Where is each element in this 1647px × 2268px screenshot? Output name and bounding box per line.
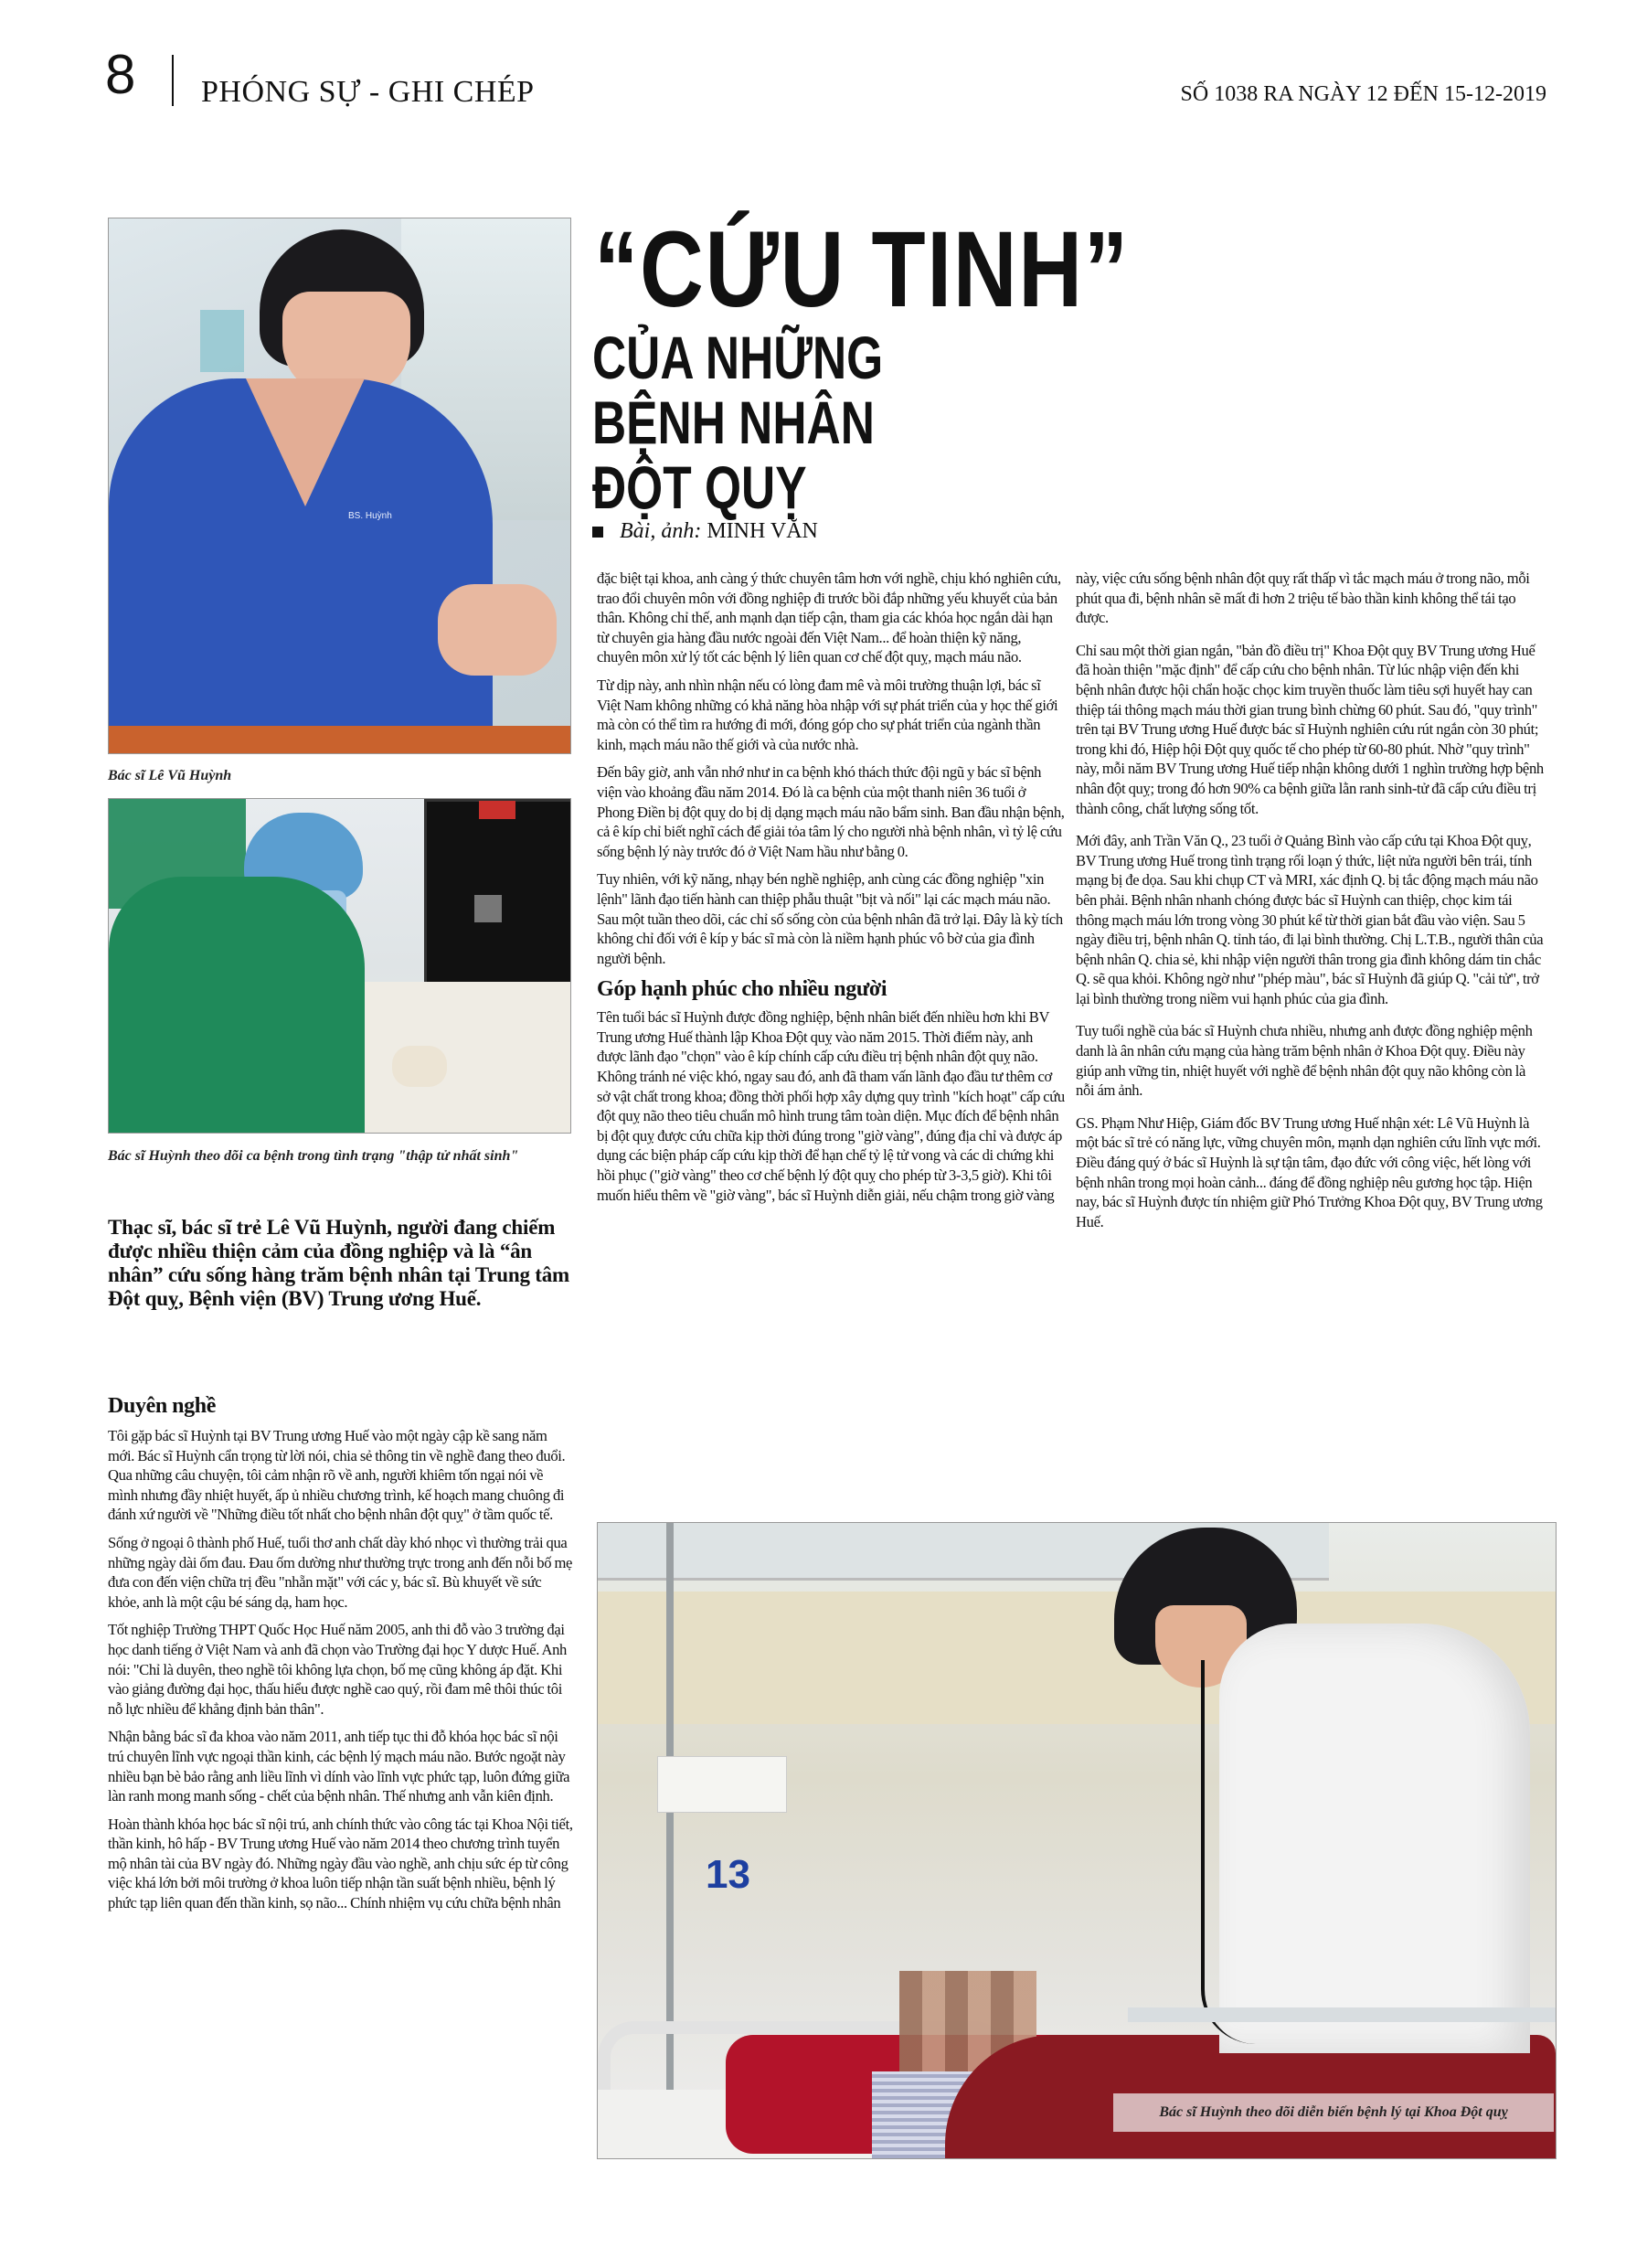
article-column-1 [108, 1393, 574, 1922]
paragraph: Mới đây, anh Trần Văn Q., 23 tuổi ở Quảng Bình vào cấp cứu tại Khoa Đột quỵ, BV Trung ương Huế trong tình trạng rối loạn ý thức, liệt nửa người bên trái, tính mạng bị đe dọa. Sau khi chụp CT và MRI, xác định Q. bị tắc động mạch máu não bên phải. Bệnh nhân nhanh chóng được bác sĩ Huỳnh can thiệp, chọc kim tái thông mạch máu lớn trong vòng 30 phút kể từ thời gian bắt đầu vào viện. Sau 5 ngày điều trị, bệnh nhân Q. tỉnh táo, đi lại bình thường. Chị L.T.B., người thân của bệnh nhân Q. chia sẻ, khi nhập viện người thân trong gia đình không dám tin chắc Q. sẽ qua khỏi. Không ngờ như "phép màu", bác sĩ Huỳnh đã giúp Q. "cải tử", trở lại bình thường trong niềm vui hạnh phúc của gia đình. [1076, 832, 1544, 1007]
doctor-hands [438, 584, 557, 676]
byline [592, 519, 818, 544]
surgeon-gown [109, 877, 365, 1133]
desk [109, 726, 570, 753]
doctor-white-coat [1219, 1624, 1530, 2053]
header-divider [172, 55, 174, 106]
headline-sub-line: BỆNH NHÂN [592, 389, 875, 456]
article-column-2 [597, 569, 1065, 1213]
stethoscope [1201, 1660, 1259, 2044]
photo-poster [200, 310, 244, 372]
section-heading: Góp hạnh phúc cho nhiều người [597, 977, 887, 1002]
paragraph: này, việc cứu sống bệnh nhân đột quỵ rất thấp vì tắc mạch máu ở trong não, mỗi phút qua đi, bệnh nhân sẽ mất đi hơn 2 triệu tế bào thần kinh không thể tái tạo được. [1076, 570, 1530, 627]
paragraph: Hoàn thành khóa học bác sĩ nội trú, anh chính thức vào công tác tại Khoa Nội tiết, thần kinh, hô hấp - BV Trung ương Huế vào năm 2014 theo chương trình tuyển mộ nhân tài của BV ngày đó. Những ngày đầu vào nghề, anh chịu sức ép từ công việc khá lớn bởi môi trường ở khoa luôn tiếp nhận tần suất bệnh nhiều, bệnh lý phức tạp liên quan đến thần kinh, sọ não... Chính nhiệm vụ cứu chữa bệnh nhân [108, 1815, 573, 1912]
paragraph: Nhận bằng bác sĩ đa khoa vào năm 2011, anh tiếp tục thi đỗ khóa học bác sĩ nội trú chuyên lĩnh vực ngoại thần kinh, các bệnh lý mạch máu não. Bước ngoặt này nhiều bạn bè bảo rằng anh liều lĩnh vì dính vào lĩnh vực phức tạp, luôn đứng giữa làn ranh mong manh sống - chết của bệnh nhân. Thế nhưng anh vẫn kiên định. [108, 1728, 570, 1805]
ward-photo [597, 1522, 1557, 2159]
monitor-image [474, 895, 502, 922]
portrait-photo [108, 218, 571, 754]
paragraph: Đến bây giờ, anh vẫn nhớ như in ca bệnh khó thách thức đội ngũ y bác sĩ bệnh viện vào khoảng đầu năm 2014. Đó là ca bệnh của một thanh niên 36 tuổi ở Phong Điền bị đột quỵ do bị dị dạng mạch máu não bẩm sinh. Ban đầu nhận bệnh, cả ê kíp chỉ biết nghĩ cách để giải tỏa tâm lý cho người nhà bệnh nhân, vì tỷ lệ cứu sống bệnh lý này trước đó ở Việt Nam hầu như bằng 0. [597, 763, 1065, 860]
article-lead: Thạc sĩ, bác sĩ trẻ Lê Vũ Huỳnh, người đang chiếm được nhiều thiện cảm của đồng nghiệp và là “ân nhân” cứu sống hàng trăm bệnh nhân tại Trung tâm Đột quỵ, Bệnh viện (BV) Trung ương Huế. [108, 1216, 570, 1310]
power-outlet [657, 1756, 787, 1813]
bed-number: 13 [706, 1852, 750, 1897]
monitor-vessel [479, 801, 515, 819]
page-number: 8 [105, 44, 136, 105]
headline-sub-line: ĐỘT QUỴ [592, 453, 807, 521]
paragraph: Tôi gặp bác sĩ Huỳnh tại BV Trung ương Huế vào một ngày cập kề sang năm mới. Bác sĩ Huỳnh cẩn trọng từ lời nói, chia sẻ thông tin về nghề đang theo đuổi. Qua những câu chuyện, tôi cảm nhận rõ về anh, người khiêm tốn ngại nói về mình nhưng đầy nhiệt huyết, ấp ủ nhiều chương trình, kế hoạch mang chuông đi đánh xứ người về "Những điều tốt nhất cho bệnh nhân đột quỵ" ở tầm quốc tế. [108, 1427, 566, 1524]
section-heading: Duyên nghề [108, 1394, 217, 1418]
issue-date: SỐ 1038 RA NGÀY 12 ĐẾN 15-12-2019 [1180, 82, 1546, 106]
surgeon-glove [392, 1046, 447, 1087]
bed-rail [1128, 2007, 1556, 2022]
procedure-caption: Bác sĩ Huỳnh theo dõi ca bệnh trong tình trạng "thập tử nhất sinh" [108, 1148, 519, 1164]
paragraph: GS. Phạm Như Hiệp, Giám đốc BV Trung ương Huế nhận xét: Lê Vũ Huỳnh là một bác sĩ trẻ có năng lực, vững chuyên môn, mạnh dạn nghiên cứu lĩnh vực mới. Điều đáng quý ở bác sĩ Huỳnh là sự tận tâm, đạo đức với công việc, hết lòng với bệnh nhân trong mọi hoàn cảnh... đáng để đồng nghiệp nêu gương học tập. Hiện nay, bác sĩ Huỳnh được tín nhiệm giữ Phó Trưởng Khoa Đột quỵ, BV Trung ương Huế. [1076, 1113, 1543, 1230]
headline-main: “CỨU TINH” [594, 209, 1130, 330]
paragraph: đặc biệt tại khoa, anh càng ý thức chuyên tâm hơn với nghề, chịu khó nghiên cứu, trao đổi chuyên môn với đồng nghiệp đi trước bồi đắp những yếu khuyết của bản thân. Không chỉ thế, anh mạnh dạn tiếp cận, tham gia các khóa học ngắn dài hạn từ chuyên gia hàng đầu nước ngoài đến Việt Nam... để hoàn thiện kỹ năng, chuyên môn xử lý tốt các bệnh lý liên quan cơ chế đột quỵ, mạch máu não. [597, 570, 1061, 666]
paragraph: Tên tuổi bác sĩ Huỳnh được đồng nghiệp, bệnh nhân biết đến nhiều hơn khi BV Trung ương Huế thành lập Khoa Đột quỵ vào năm 2015. Thời điểm này, anh được lãnh đạo "chọn" vào ê kíp chính cấp cứu điều trị bệnh nhân đột quỵ não. Không tránh né việc khó, ngay sau đó, anh đã tham vấn lãnh đạo đầu tư thêm cơ sở vật chất trong khoa; đồng thời phối hợp xây dựng quy trình "kích hoạt" cấp cứu đột quỵ não theo tiêu chuẩn mô hình trung tâm toàn diện. Mục đích để bệnh nhân bị đột quỵ được cứu chữa kịp thời đúng trong "giờ vàng", đúng địa chỉ và được áp dụng các biện pháp cấp cứu kịp thời để hạn chế tỷ lệ tử vong và các di chứng khi hồi phục ("giờ vàng" theo cơ chế bệnh lý đột quỵ cho phép từ 3-3,5 giờ). Khi tôi muốn hiểu thêm về "giờ vàng", bác sĩ Huỳnh diễn giải, nếu chậm trong giờ vàng [597, 1008, 1065, 1204]
procedure-photo [108, 798, 571, 1134]
ward-caption: Bác sĩ Huỳnh theo dõi diễn biến bệnh lý tại Khoa Đột quỵ [1113, 2093, 1554, 2132]
paragraph: Chỉ sau một thời gian ngắn, "bản đồ điều trị" Khoa Đột quỵ BV Trung ương Huế đã hoàn thiện "mặc định" để cấp cứu cho bệnh nhân. Từ lúc nhập viện đến khi bệnh nhân được hội chẩn hoặc chọc kim truyền thuốc làm tiêu sợi huyết hay can thiệp tái thông mạch máu thời gian trung bình chừng 60 phút. Sau đó, "quy trình" trên tại BV Trung ương Huế được bác sĩ Huỳnh nghiên cứu rút ngắn còn 30 phút; trong khi đó, Hiệp hội Đột quỵ quốc tế cho phép từ 60-80 phút. Nhờ "quy trình" này, mỗi năm BV Trung ương Huế tiếp nhận không dưới 1 nghìn trường hợp bệnh nhân đột quỵ; trong đó hơn 90% ca bệnh giữa lằn ranh sinh-tử đã cấp cứu điều trị thành công, chất lượng sống tốt. [1076, 641, 1544, 817]
paragraph: Tuy nhiên, với kỹ năng, nhạy bén nghề nghiệp, anh cùng các đồng nghiệp "xin lệnh" lãnh đạo tiến hành can thiệp phẫu thuật "bịt và nối" lại các mạch máu não. Sau một tuần theo dõi, các chỉ số sống còn của bệnh nhân đã trở lại. Đây là kỳ tích không chỉ đối với ê kíp y bác sĩ mà còn là niềm hạnh phúc vô bờ của gia đình người bệnh. [597, 870, 1063, 967]
headline-sub-line: CỦA NHỮNG [592, 324, 884, 391]
paragraph: Sống ở ngoại ô thành phố Huế, tuổi thơ anh chất dày khó nhọc vì thường trải qua những ngày dài ốm đau. Đau ốm dường như thường trực trong anh đến nỗi bố mẹ đưa con đến viện chữa trị đều "nhẵn mặt" với các y, bác sĩ. Bù khuyết về sức khỏe, anh là một cậu bé sáng dạ, ham học. [108, 1533, 573, 1611]
paragraph: Từ dịp này, anh nhìn nhận nếu có lòng đam mê và môi trường thuận lợi, bác sĩ Việt Nam không những có khả năng hòa nhập với sự phát triển của y học thế giới mà còn có thể tìm ra hướng đi mới, đóng góp cho sự phát triển của ngành thần kinh, mạch máu não thế giới và của nước nhà. [597, 676, 1058, 753]
bullet-square-icon [592, 527, 603, 538]
article-column-3 [1076, 569, 1546, 1244]
byline-author: MINH VĂN [707, 519, 818, 543]
paragraph: Tuy tuổi nghề của bác sĩ Huỳnh chưa nhiều, nhưng anh được đồng nghiệp mệnh danh là ân nhân cứu mạng của hàng trăm bệnh nhân ở Khoa Đột quỵ. Điều này giúp anh vững tin, nhiệt huyết với nghề để bệnh nhân đột quỵ não không còn là nỗi ám ảnh. [1076, 1022, 1533, 1100]
byline-label: Bài, ảnh: [620, 519, 702, 543]
scrubs-neckline [246, 378, 365, 506]
section-title: PHÓNG SỰ - GHI CHÉP [201, 75, 535, 109]
paragraph: Tốt nghiệp Trường THPT Quốc Học Huế năm 2005, anh thi đỗ vào 3 trường đại học danh tiếng ở Việt Nam và anh đã chọn vào Trường đại học Y dược Huế. Anh nói: "Chỉ là duyên, theo nghề tôi không lựa chọn, bố mẹ cũng không áp đặt. Khi vào giảng đường đại học, thấu hiểu được nghề cao quý, rồi đam mê thôi thúc tôi nỗ lực nhiều để khẳng định bản thân". [108, 1621, 567, 1718]
headline-sub [592, 325, 883, 520]
scrubs-badge: BS. Huỳnh [348, 511, 392, 521]
portrait-caption: Bác sĩ Lê Vũ Huỳnh [108, 768, 232, 783]
